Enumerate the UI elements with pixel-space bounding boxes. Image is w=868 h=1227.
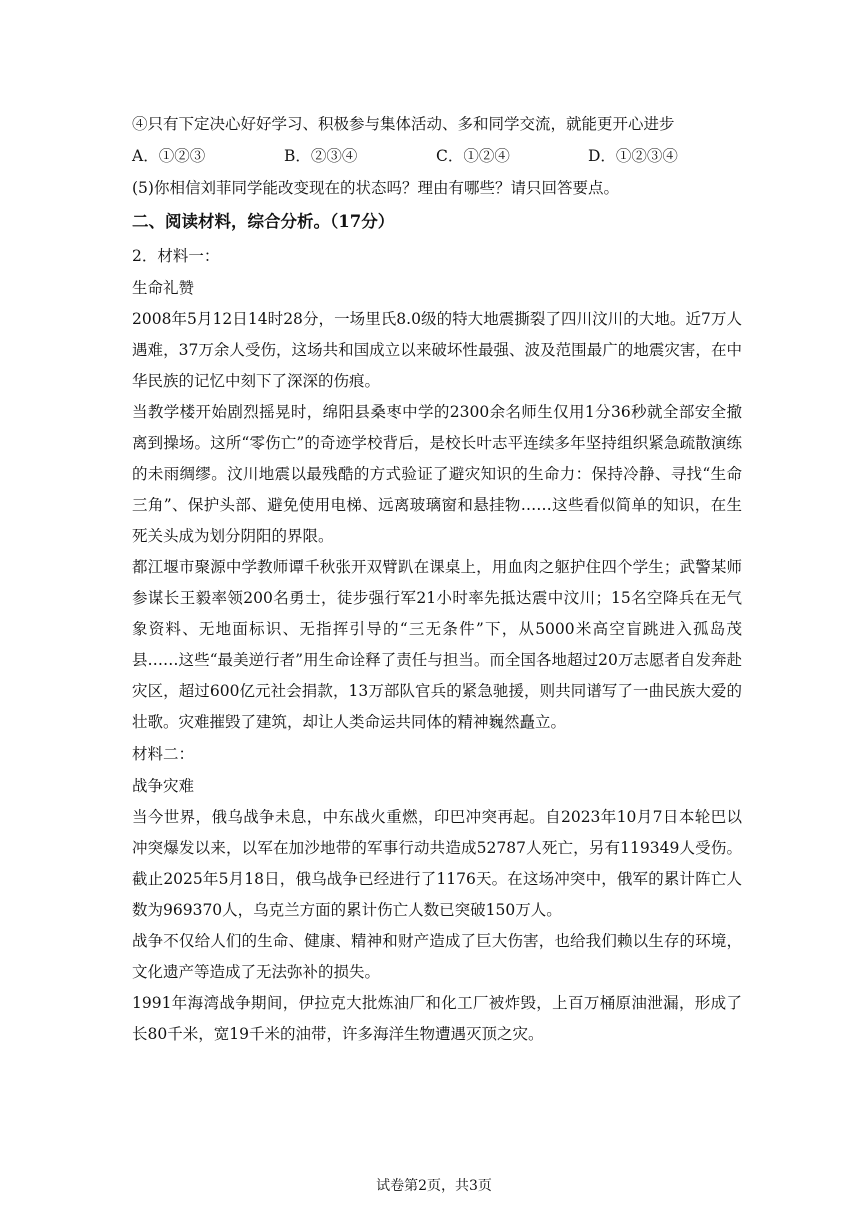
material1-paragraph: 都江堰市聚源中学教师谭千秋张开双臂趴在课桌上，用血肉之躯护住四个学生；武警某师参谋长王毅率领200名勇士，徒步强行军21小时率先抵达震中汶川；15名空降兵在无气象资料、无地面标识、无指挥引导的“三无条件”下，从5000米高空盲跳进入孤岛茂县……这些“最美逆行者”用生命诠释了责任与担当。而全国各地超过20万志愿者自发奔赴灾区，超过600亿元社会捐款，13万部队官兵的紧急驰援，则共同谱写了一曲民族大爱的壮歌。灾难摧毁了建筑，却让人类命运共同体的精神巍然矗立。 [132,558,742,731]
option-d: D．①②③④ [588,147,678,165]
page-footer: 试卷第2页，共3页 [376,1178,492,1194]
material1-title: 生命礼赞 [132,279,195,297]
answer-options [132,140,742,172]
material2-title: 战争灾难 [132,777,195,795]
page-content [132,108,742,1050]
material2-label: 材料二： [132,745,195,763]
statement-4: ④只有下定决心好好学习、积极参与集体活动、多和同学交流，就能更开心进步 [132,115,675,133]
material2-paragraph: 当今世界，俄乌战争未息，中东战火重燃，印巴冲突再起。自2023年10月7日本轮巴以冲突爆发以来，以军在加沙地带的军事行动共造成52787人死亡，另有119349人受伤。截止2025年5月18日，俄乌战争已经进行了1176天。在这场冲突中，俄军的累计阵亡人数为969370人，乌克兰方面的累计伤亡人数已突破150万人。 [132,808,742,919]
option-c: C．①②④ [436,147,510,165]
section-heading: 二、阅读材料，综合分析。（17分） [132,212,395,231]
material2-paragraph: 1991年海湾战争期间，伊拉克大批炼油厂和化工厂被炸毁，上百万桶原油泄漏，形成了长80千米，宽19千米的油带，许多海洋生物遭遇灭顶之灾。 [132,994,742,1043]
option-b: B．②③④ [284,147,358,165]
option-a: A．①②③ [132,147,206,165]
question-item-label: 2．材料一： [132,247,220,265]
sub-question-5: (5)你相信刘菲同学能改变现在的状态吗？理由有哪些？请只回答要点。 [132,179,619,197]
material1-paragraph: 2008年5月12日14时28分，一场里氏8.0级的特大地震撕裂了四川汶川的大地。近7万人遇难，37万余人受伤，这场共和国成立以来破坏性最强、波及范围最广的地震灾害，在中华民族的记忆中刻下了深深的伤痕。 [132,310,742,390]
material1-paragraph: 当教学楼开始剧烈摇晃时，绵阳县桑枣中学的2300余名师生仅用1分36秒就全部安全撤离到操场。这所“零伤亡”的奇迹学校背后，是校长叶志平连续多年坚持组织紧急疏散演练的未雨绸缪。汶川地震以最残酷的方式验证了避灾知识的生命力：保持冷静、寻找“生命三角”、保护头部、避免使用电梯、远离玻璃窗和悬挂物……这些看似简单的知识，在生死关头成为划分阴阳的界限。 [132,403,742,545]
material2-paragraph: 战争不仅给人们的生命、健康、精神和财产造成了巨大伤害，也给我们赖以生存的环境，文化遗产等造成了无法弥补的损失。 [132,932,742,981]
